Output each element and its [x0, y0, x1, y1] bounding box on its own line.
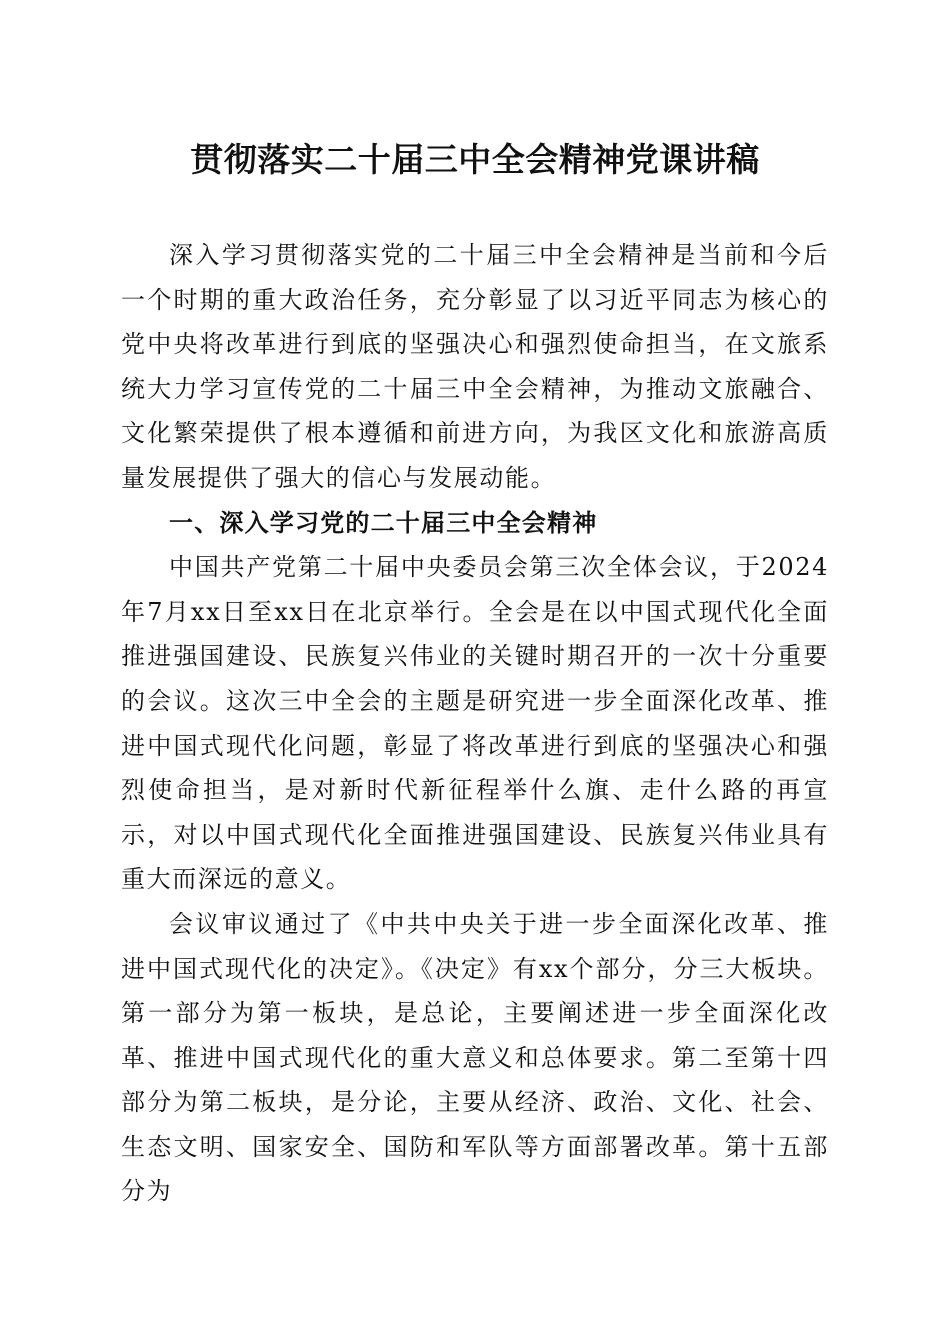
document-body	[121, 233, 829, 1214]
body-paragraph: 会议审议通过了《中共中央关于进一步全面深化改革、推进中国式现代化的决定》。《决定》有xx个部分，分三大板块。第一部分为第一板块，是总论，主要阐述进一步全面深化改革、推进中国式现代化的重大意义和总体要求。第二至第十四部分为第二板块，是分论，主要从经济、政治、文化、社会、生态文明、国家安全、国防和军队等方面部署改革。第十五部分为	[121, 909, 829, 1206]
intro-paragraph: 深入学习贯彻落实党的二十届三中全会精神是当前和今后一个时期的重大政治任务，充分彰显了以习近平同志为核心的党中央将改革进行到底的坚强决心和强烈使命担当，在文旅系统大力学习宣传党的二十届三中全会精神，为推动文旅融合、文化繁荣提供了根本遵循和前进方向，为我区文化和旅游高质量发展提供了强大的信心与发展动能。	[121, 241, 829, 492]
body-paragraph: 中国共产党第二十届中央委员会第三次全体会议，于2024年7月xx日至xx日在北京举行。全会是在以中国式现代化全面推进强国建设、民族复兴伟业的关键时期召开的一次十分重要的会议。这次三中全会的主题是研究进一步全面深化改革、推进中国式现代化问题，彰显了将改革进行到底的坚强决心和强烈使命担当，是对新时代新征程举什么旗、走什么路的再宣示，对以中国式现代化全面推进强国建设、民族复兴伟业具有重大而深远的意义。	[121, 553, 829, 894]
document-title: 贯彻落实二十届三中全会精神党课讲稿	[190, 140, 760, 179]
section-heading: 一、深入学习党的二十届三中全会精神	[169, 508, 598, 537]
